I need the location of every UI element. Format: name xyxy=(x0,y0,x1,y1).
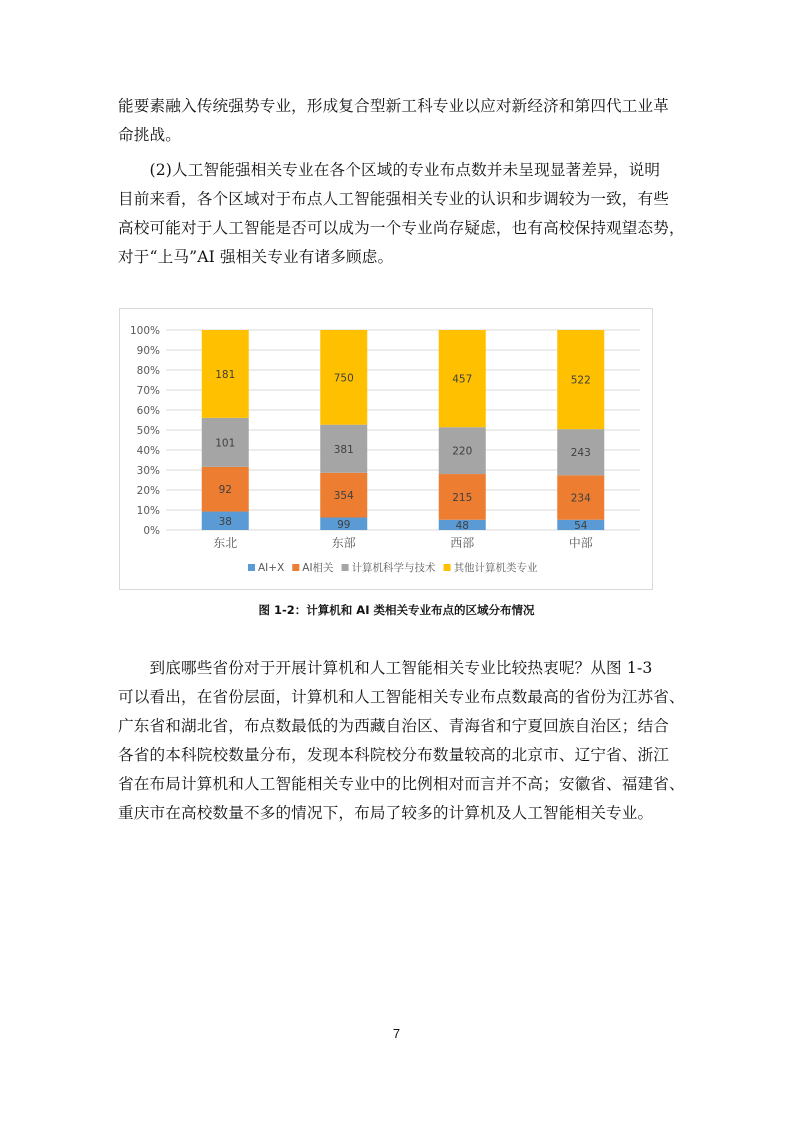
data-label: 243 xyxy=(570,447,591,460)
legend-swatch xyxy=(292,564,299,571)
y-tick-label: 60% xyxy=(136,405,160,417)
data-label: 92 xyxy=(218,484,232,497)
data-label: 457 xyxy=(452,373,473,386)
text-line: 各省的本科院校数量分布，发现本科院校分布数量较高的北京市、辽宁省、浙江 xyxy=(118,746,670,764)
y-tick-label: 70% xyxy=(136,385,160,397)
data-label: 522 xyxy=(570,374,591,387)
chart-canvas xyxy=(120,309,654,591)
data-label: 99 xyxy=(337,518,351,531)
x-category-label: 中部 xyxy=(568,536,593,550)
text-line: 广东省和湖北省，布点数最低的为西藏自治区、青海省和宁夏回族自治区；结合 xyxy=(118,717,670,735)
x-category-label: 东北 xyxy=(213,536,238,550)
paragraph-1 xyxy=(118,92,678,150)
data-label: 48 xyxy=(455,519,469,532)
legend-label: 其他计算机类专业 xyxy=(453,562,538,574)
text-line: 高校可能对于人工智能是否可以成为一个专业尚存疑虑，也有高校保持观望态势， xyxy=(118,219,685,237)
data-label: 234 xyxy=(570,492,591,505)
text-line: 目前来看，各个区域对于布点人工智能强相关专业的认识和步调较为一致，有些 xyxy=(118,190,670,208)
page-number: 7 xyxy=(392,1026,401,1041)
text-line: 命挑战。 xyxy=(118,126,181,144)
y-tick-label: 10% xyxy=(136,505,160,517)
stacked-bar-chart xyxy=(119,308,653,590)
data-label: 381 xyxy=(333,443,354,456)
text-line: 省在布局计算机和人工智能相关专业中的比例相对而言并不高；安徽省、福建省、 xyxy=(118,775,685,793)
legend-label: 计算机科学与技术 xyxy=(351,562,436,574)
y-tick-label: 20% xyxy=(136,485,160,497)
x-category-label: 西部 xyxy=(450,536,475,550)
text-line: 可以看出，在省份层面，计算机和人工智能相关专业布点数最高的省份为江苏省、 xyxy=(118,688,685,706)
paragraph-3 xyxy=(118,654,685,828)
legend-swatch xyxy=(444,564,451,571)
y-tick-label: 90% xyxy=(136,345,160,357)
data-label: 750 xyxy=(333,372,354,385)
y-tick-label: 0% xyxy=(143,525,160,537)
legend-swatch xyxy=(248,564,255,571)
data-label: 38 xyxy=(218,515,232,528)
text-line: 重庆市在高校数量不多的情况下，布局了较多的计算机及人工智能相关专业。 xyxy=(118,804,654,822)
data-label: 181 xyxy=(215,368,236,381)
legend-label: AI相关 xyxy=(302,562,334,574)
x-category-label: 东部 xyxy=(331,536,356,550)
y-tick-label: 30% xyxy=(136,465,160,477)
text-line: 到底哪些省份对于开展计算机和人工智能相关专业比较热衷呢？从图 1-3 xyxy=(118,659,653,677)
text-line: 能要素融入传统强势专业，形成复合型新工科专业以应对新经济和第四代工业革 xyxy=(118,97,670,115)
paragraph-2 xyxy=(118,156,685,272)
data-label: 54 xyxy=(574,519,588,532)
text-line: (2)人工智能强相关专业在各个区域的专业布点数并未呈现显著差异，说明 xyxy=(118,161,661,179)
y-tick-label: 50% xyxy=(136,425,160,437)
y-tick-label: 40% xyxy=(136,445,160,457)
y-tick-label: 100% xyxy=(129,325,160,337)
legend-label: AI+X xyxy=(258,562,285,574)
data-label: 354 xyxy=(333,490,354,503)
data-label: 215 xyxy=(452,491,473,504)
y-tick-label: 80% xyxy=(136,365,160,377)
data-label: 220 xyxy=(452,445,473,458)
figure-caption: 图 1-2：计算机和 AI 类相关专业布点的区域分布情况 xyxy=(258,603,535,617)
data-label: 101 xyxy=(215,437,236,450)
text-line: 对于“上马”AI 强相关专业有诸多顾虑。 xyxy=(118,248,394,266)
legend-swatch xyxy=(342,564,349,571)
